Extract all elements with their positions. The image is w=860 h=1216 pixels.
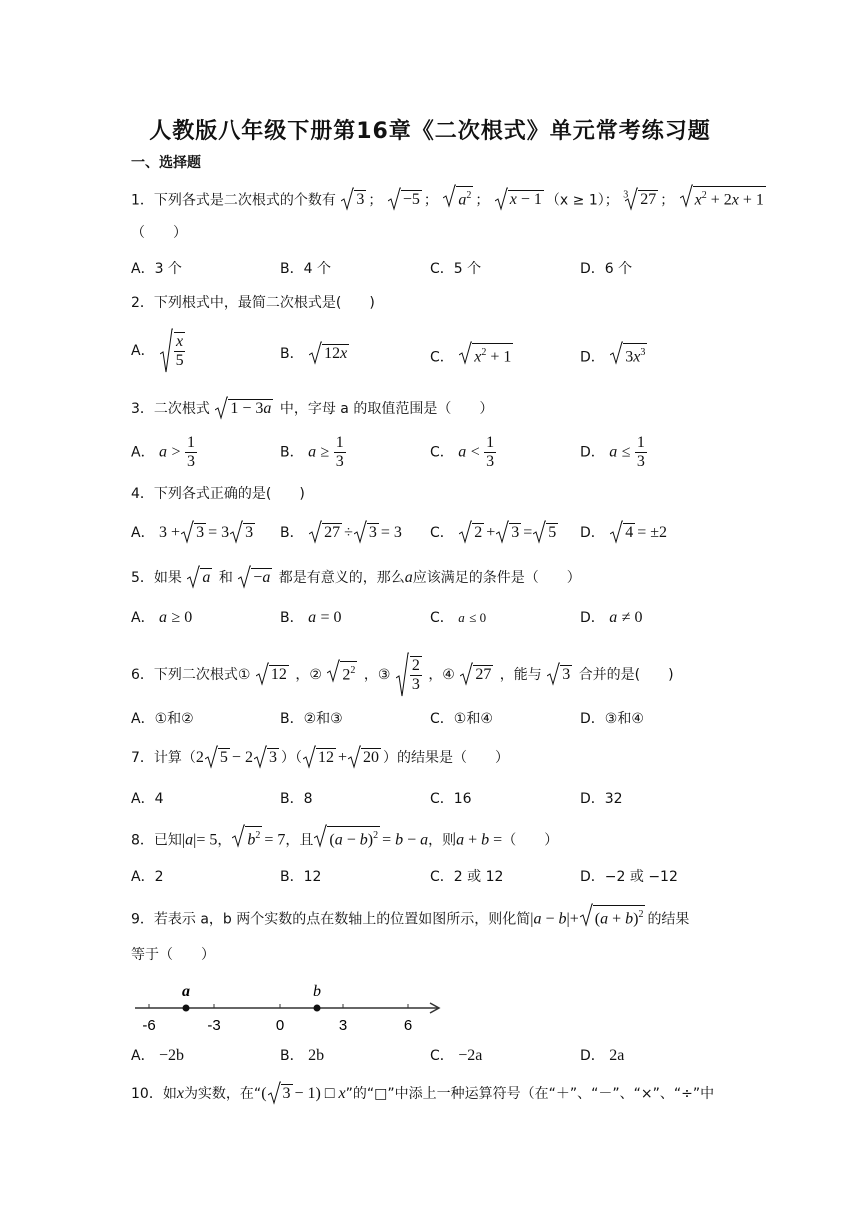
q6-option-d[interactable]: D．③和④	[580, 711, 644, 727]
q7-option-d[interactable]: D．32	[580, 791, 623, 807]
question-10: 10．如x为实数，在“( 3 − 1) □ x”的“□”中添上一种运算符号（在“＋”、“－”、“×”、“÷”中	[131, 1083, 714, 1105]
q2-option-c[interactable]: C． $x^2 + 1$	[430, 343, 515, 368]
q4-option-b[interactable]: B． 27 ÷ 3 = 3	[280, 522, 402, 544]
q8-option-a[interactable]: A．2	[131, 869, 164, 885]
q6-option-a[interactable]: A．①和②	[131, 711, 194, 727]
question-9: 9．若表示 a，b 两个实数的点在数轴上的位置如图所示，则化简|a − b|+ $(a + b)^2$ 的结果	[131, 905, 689, 930]
page-title: 人教版八年级下册第16章《二次根式》单元常考练习题	[149, 119, 711, 144]
q4-option-a[interactable]: A． 3 + 3 = 3 3	[131, 522, 257, 544]
q9-option-b[interactable]: B． 2b	[280, 1047, 325, 1064]
q2-option-a[interactable]: A． $\frac{x}{5}$	[131, 332, 187, 370]
q3-option-b[interactable]: B． a ≥ $\frac{1}{3}$	[280, 434, 344, 470]
section-heading: 一、选择题	[131, 155, 201, 171]
question-1: 1．下列各式是二次根式的个数有 3 ； −5 ； $a^2$ ； x − 1 （x ≥ 1）； $^3$ 27 ； $x^2 + 2x + 1$	[131, 185, 768, 211]
tick-label: -3	[207, 1017, 221, 1034]
q2-option-d[interactable]: D． $3x^3$	[580, 343, 649, 368]
point-a-label: a	[182, 983, 190, 1000]
point-b-label: b	[313, 983, 321, 1000]
question-2: 2．下列根式中，最简二次根式是( )	[131, 295, 375, 311]
question-5: 5．如果 a 和 −a 都是有意义的，那么a应该满足的条件是（ ）	[131, 567, 581, 589]
q7-option-b[interactable]: B．8	[280, 791, 313, 807]
q1-option-d[interactable]: D．6 个	[580, 261, 633, 277]
q9-option-d[interactable]: D． 2a	[580, 1047, 625, 1064]
point-a-dot	[183, 1005, 190, 1012]
q2-option-b[interactable]: B． 12x	[280, 343, 351, 365]
q8-option-d[interactable]: D．−2 或 −12	[580, 869, 678, 885]
q5-option-a[interactable]: A． a ≥ 0	[131, 609, 193, 626]
question-4: 4．下列各式正确的是( )	[131, 486, 305, 502]
q7-option-a[interactable]: A．4	[131, 791, 164, 807]
question-7: 7．计算（2 5 − 2 3 ）（ 12 + 20 ）的结果是（ ）	[131, 747, 509, 769]
question-8: 8．已知|a|= 5， $b^2 = 7$，且 $(a - b)^2 = b - a$，则a + b =（ ）	[131, 826, 558, 851]
q3-option-d[interactable]: D． a ≤ $\frac{1}{3}$	[580, 434, 645, 470]
q1-option-b[interactable]: B．4 个	[280, 261, 331, 277]
q3-option-c[interactable]: C． a < $\frac{1}{3}$	[430, 434, 495, 470]
tick-label: 0	[275, 1017, 285, 1034]
point-b-dot	[314, 1005, 321, 1012]
q8-option-b[interactable]: B．12	[280, 869, 322, 885]
q7-option-c[interactable]: C．16	[430, 791, 472, 807]
question-9-cont: 等于（ ）	[131, 947, 215, 963]
question-3: 3．二次根式 1 − 3a 中，字母 a 的取值范围是（ ）	[131, 398, 493, 420]
q4-option-c[interactable]: C． 2 + 3 = 5	[430, 522, 560, 544]
tick-label: 6	[403, 1017, 413, 1034]
q1-option-c[interactable]: C．5 个	[430, 261, 482, 277]
q4-option-d[interactable]: D． 4 = ±2	[580, 522, 667, 544]
q6-option-c[interactable]: C．①和④	[430, 711, 493, 727]
q5-option-c[interactable]: C． a ≤ 0	[430, 610, 487, 626]
tick-label: -6	[142, 1017, 156, 1034]
number-line-figure	[130, 978, 450, 1038]
q5-option-d[interactable]: D． a ≠ 0	[580, 609, 643, 626]
q8-option-c[interactable]: C．2 或 12	[430, 869, 504, 885]
q9-option-a[interactable]: A． −2b	[131, 1047, 185, 1064]
tick-label: 3	[338, 1017, 348, 1034]
q9-option-c[interactable]: C． −2a	[430, 1047, 483, 1064]
question-1-paren: （ ）	[131, 225, 187, 241]
q5-option-b[interactable]: B． a = 0	[280, 609, 342, 626]
question-6: 6．下列二次根式① 12 ，② $2^2$ ，③ $\frac{2}{3}$ ，④ 27 ，能与 3 合并的是( )	[131, 656, 674, 694]
q6-option-b[interactable]: B．②和③	[280, 711, 343, 727]
q3-option-a[interactable]: A． a > $\frac{1}{3}$	[131, 434, 195, 470]
q1-option-a[interactable]: A．3 个	[131, 261, 182, 277]
